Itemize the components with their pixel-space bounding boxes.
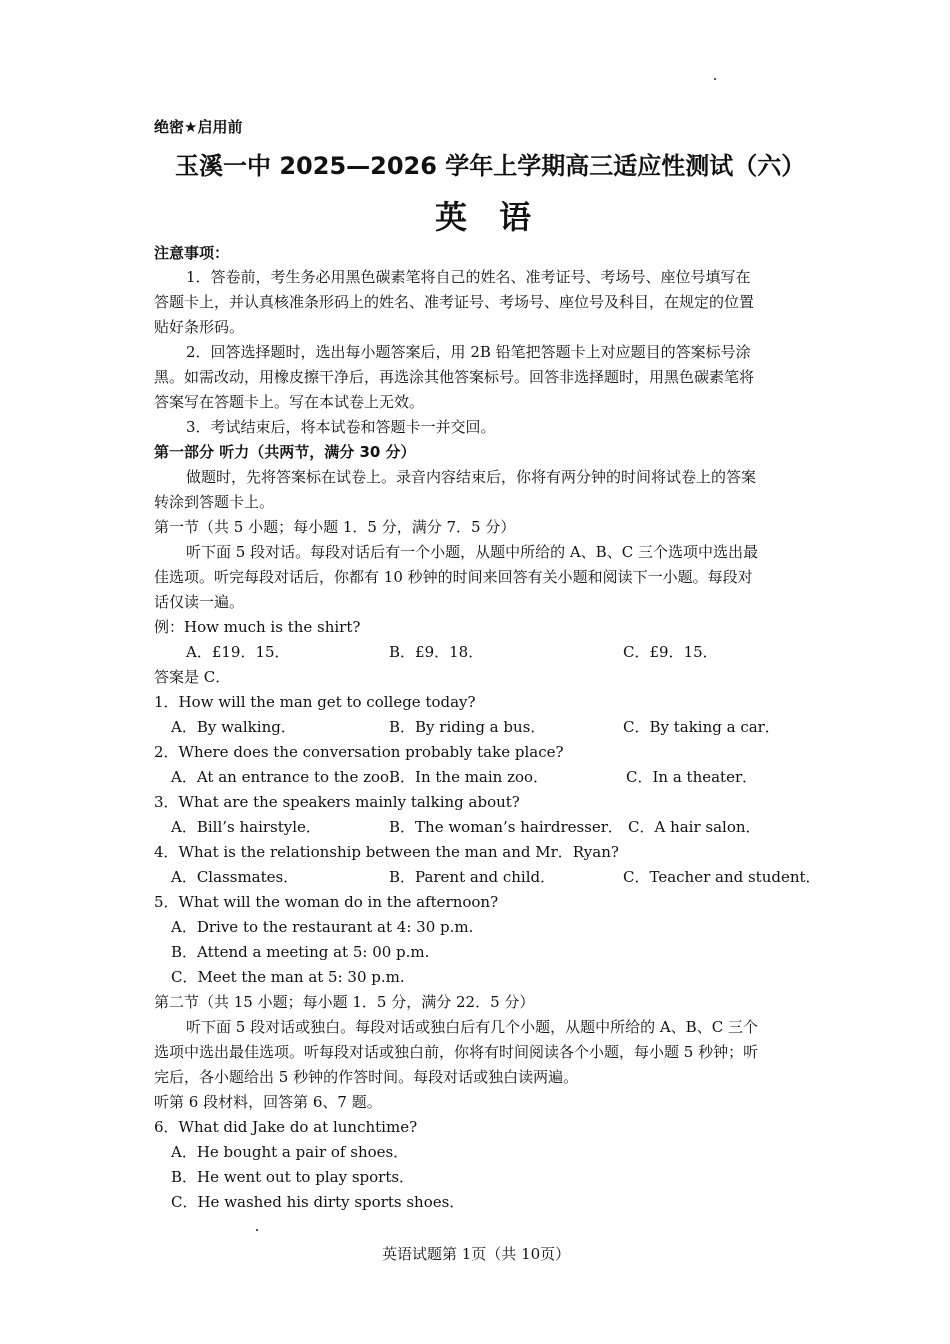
notice-line: 贴好条形码。	[154, 318, 245, 336]
section2-intro-line: 完后，各小题给出 5 秒钟的作答时间。每段对话或独白读两遍。	[154, 1068, 579, 1086]
question-5: 5．What will the woman do in the afternoon?	[154, 893, 499, 911]
section1-intro-line: 话仅读一遍。	[154, 593, 245, 611]
q5-option-b: B．Attend a meeting at 5: 00 p.m.	[171, 943, 430, 961]
notice-heading: 注意事项：	[154, 244, 230, 262]
q4-option-a: A．Classmates．	[171, 868, 299, 886]
scan-mark	[256, 1229, 258, 1231]
q3-option-c: C．A hair salon．	[628, 818, 761, 836]
q2-option-a: A．At an entrance to the zoo．	[171, 768, 405, 786]
q6-option-a: A．He bought a pair of shoes．	[171, 1143, 409, 1161]
notice-line: 2．回答选择题时，选出每小题答案后，用 2B 铅笔把答题卡上对应题目的答案标号涂	[186, 343, 751, 361]
page-footer: 英语试题第 1页（共 10页）	[382, 1245, 571, 1263]
q6-option-c: C．He washed his dirty sports shoes．	[171, 1193, 465, 1211]
q3-option-b: B．The woman’s hairdresser．	[389, 818, 623, 836]
example-answer: 答案是 C．	[154, 668, 231, 686]
example-option-a: A．£19．15．	[186, 643, 290, 661]
section2-intro-line: 听下面 5 段对话或独白。每段对话或独白后有几个小题，从题中所给的 A、B、C 三个	[186, 1018, 758, 1036]
question-6: 6．What did Jake do at lunchtime?	[154, 1118, 418, 1136]
q3-option-a: A．Bill’s hairstyle．	[171, 818, 321, 836]
notice-line: 黑。如需改动，用橡皮擦干净后，再选涂其他答案标号。回答非选择题时，用黑色碳素笔将	[154, 368, 755, 386]
material-6-instruction: 听第 6 段材料，回答第 6、7 题。	[154, 1093, 382, 1111]
notice-line: 1．答卷前，考生务必用黑色碳素笔将自己的姓名、准考证号、考场号、座位号填写在	[186, 268, 751, 286]
example-option-c: C．£9．15．	[623, 643, 718, 661]
part1-intro-line: 做题时，先将答案标在试卷上。录音内容结束后，你将有两分钟的时间将试卷上的答案	[186, 468, 757, 486]
part1-heading: 第一部分 听力（共两节，满分 30 分）	[154, 443, 416, 461]
section2-heading: 第二节（共 15 小题；每小题 1．5 分，满分 22．5 分）	[154, 993, 535, 1011]
q4-option-c: C．Teacher and student．	[623, 868, 821, 886]
q2-option-b: B．In the main zoo．	[389, 768, 549, 786]
q6-option-b: B．He went out to play sports．	[171, 1168, 415, 1186]
section1-intro-line: 听下面 5 段对话。每段对话后有一个小题，从题中所给的 A、B、C 三个选项中选出最	[186, 543, 758, 561]
q1-option-c: C．By taking a car．	[623, 718, 780, 736]
section1-heading: 第一节（共 5 小题；每小题 1．5 分，满分 7．5 分）	[154, 518, 516, 536]
q5-option-a: A．Drive to the restaurant at 4: 30 p.m.	[171, 918, 474, 936]
notice-line: 3．考试结束后，将本试卷和答题卡一并交回。	[186, 418, 496, 436]
q1-option-b: B．By riding a bus．	[389, 718, 546, 736]
q2-option-c: C．In a theater．	[626, 768, 758, 786]
q1-option-a: A．By walking．	[171, 718, 296, 736]
question-4: 4．What is the relationship between the man and Mr．Ryan?	[154, 843, 619, 861]
part1-intro-line: 转涂到答题卡上。	[154, 493, 275, 511]
question-1: 1．How will the man get to college today?	[154, 693, 476, 711]
notice-line: 答题卡上，并认真核准条形码上的姓名、准考证号、考场号、座位号及科目，在规定的位置	[154, 293, 755, 311]
scan-mark	[714, 78, 716, 80]
example-question: 例：How much is the shirt?	[154, 618, 361, 636]
subject-title: 英 语	[435, 198, 532, 236]
q4-option-b: B．Parent and child．	[389, 868, 556, 886]
secret-label: 绝密★启用前	[154, 118, 243, 136]
question-3: 3．What are the speakers mainly talking about?	[154, 793, 520, 811]
question-2: 2．Where does the conversation probably take place?	[154, 743, 564, 761]
exam-title: 玉溪一中 2025—2026 学年上学期高三适应性测试（六）	[175, 152, 806, 180]
section2-intro-line: 选项中选出最佳选项。听每段对话或独白前，你将有时间阅读各个小题，每小题 5 秒钟；听	[154, 1043, 759, 1061]
notice-line: 答案写在答题卡上。写在本试卷上无效。	[154, 393, 425, 411]
section1-intro-line: 佳选项。听完每段对话后，你都有 10 秒钟的时间来回答有关小题和阅读下一小题。每段对	[154, 568, 753, 586]
example-option-b: B．£9．18．	[389, 643, 484, 661]
q5-option-c: C．Meet the man at 5: 30 p.m.	[171, 968, 405, 986]
